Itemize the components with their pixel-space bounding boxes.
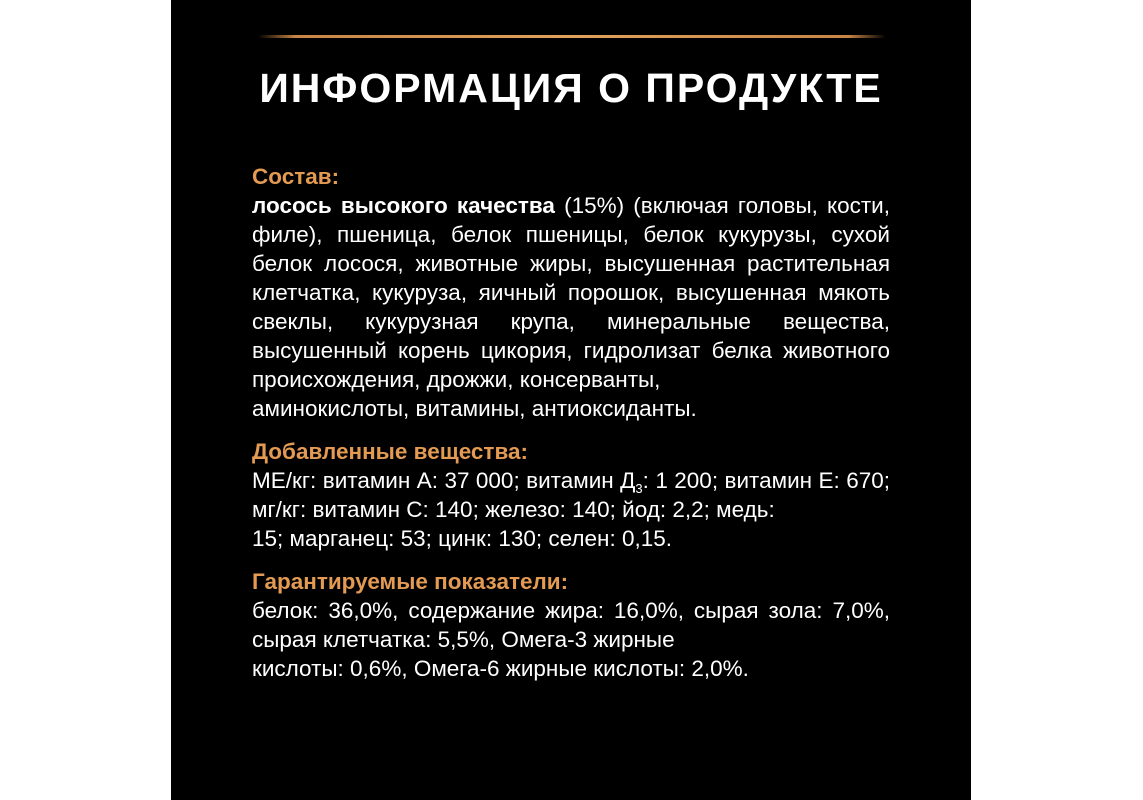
additives-text xyxy=(252,466,890,524)
additives-heading: Добавленные вещества: xyxy=(252,439,528,464)
analysis-heading: Гарантируемые показатели: xyxy=(252,569,569,594)
composition-text-last: аминокислоты, витамины, антиоксиданты. xyxy=(252,396,697,421)
additives-part-b: : 1 200; витамин Е: 670; мг/кг: витамин С: 140; железо: 140; йод: 2,2; медь: xyxy=(252,468,890,522)
composition-section xyxy=(252,162,890,423)
additives-text-last: 15; марганец: 53; цинк: 130; селен: 0,15. xyxy=(252,526,673,551)
composition-lead: лосось высокого качества xyxy=(252,193,555,218)
additives-section xyxy=(252,437,890,553)
vitamin-d-subscript: 3 xyxy=(635,481,643,496)
additives-part-a: МЕ/кг: витамин А: 37 000; витамин Д xyxy=(252,468,636,493)
product-info-panel xyxy=(171,0,971,800)
analysis-section xyxy=(252,567,890,683)
page-title: ИНФОРМАЦИЯ О ПРОДУКТЕ xyxy=(259,65,883,111)
gold-divider-line xyxy=(258,35,886,38)
analysis-text: белок: 36,0%, содержание жира: 16,0%, сырая зола: 7,0%, сырая клетчатка: 5,5%, Омега-3 жирные xyxy=(252,598,890,652)
analysis-text-last: кислоты: 0,6%, Омега-6 жирные кислоты: 2,0%. xyxy=(252,656,749,681)
composition-text xyxy=(252,191,890,394)
product-info-content xyxy=(252,162,890,697)
composition-main: (15%) (включая головы, кости, филе), пшеница, белок пшеницы, белок кукурузы, сухой белок лосося, животные жиры, высушенная растительная клетчатка, кукуруза, яичный порошок, высушенная мякоть свеклы, кукурузная крупа, минеральные вещества, высушенный корень цикория, гидролизат белка животного происхождения, дрожжи, консерванты, xyxy=(252,193,890,392)
composition-heading: Состав: xyxy=(252,164,340,189)
